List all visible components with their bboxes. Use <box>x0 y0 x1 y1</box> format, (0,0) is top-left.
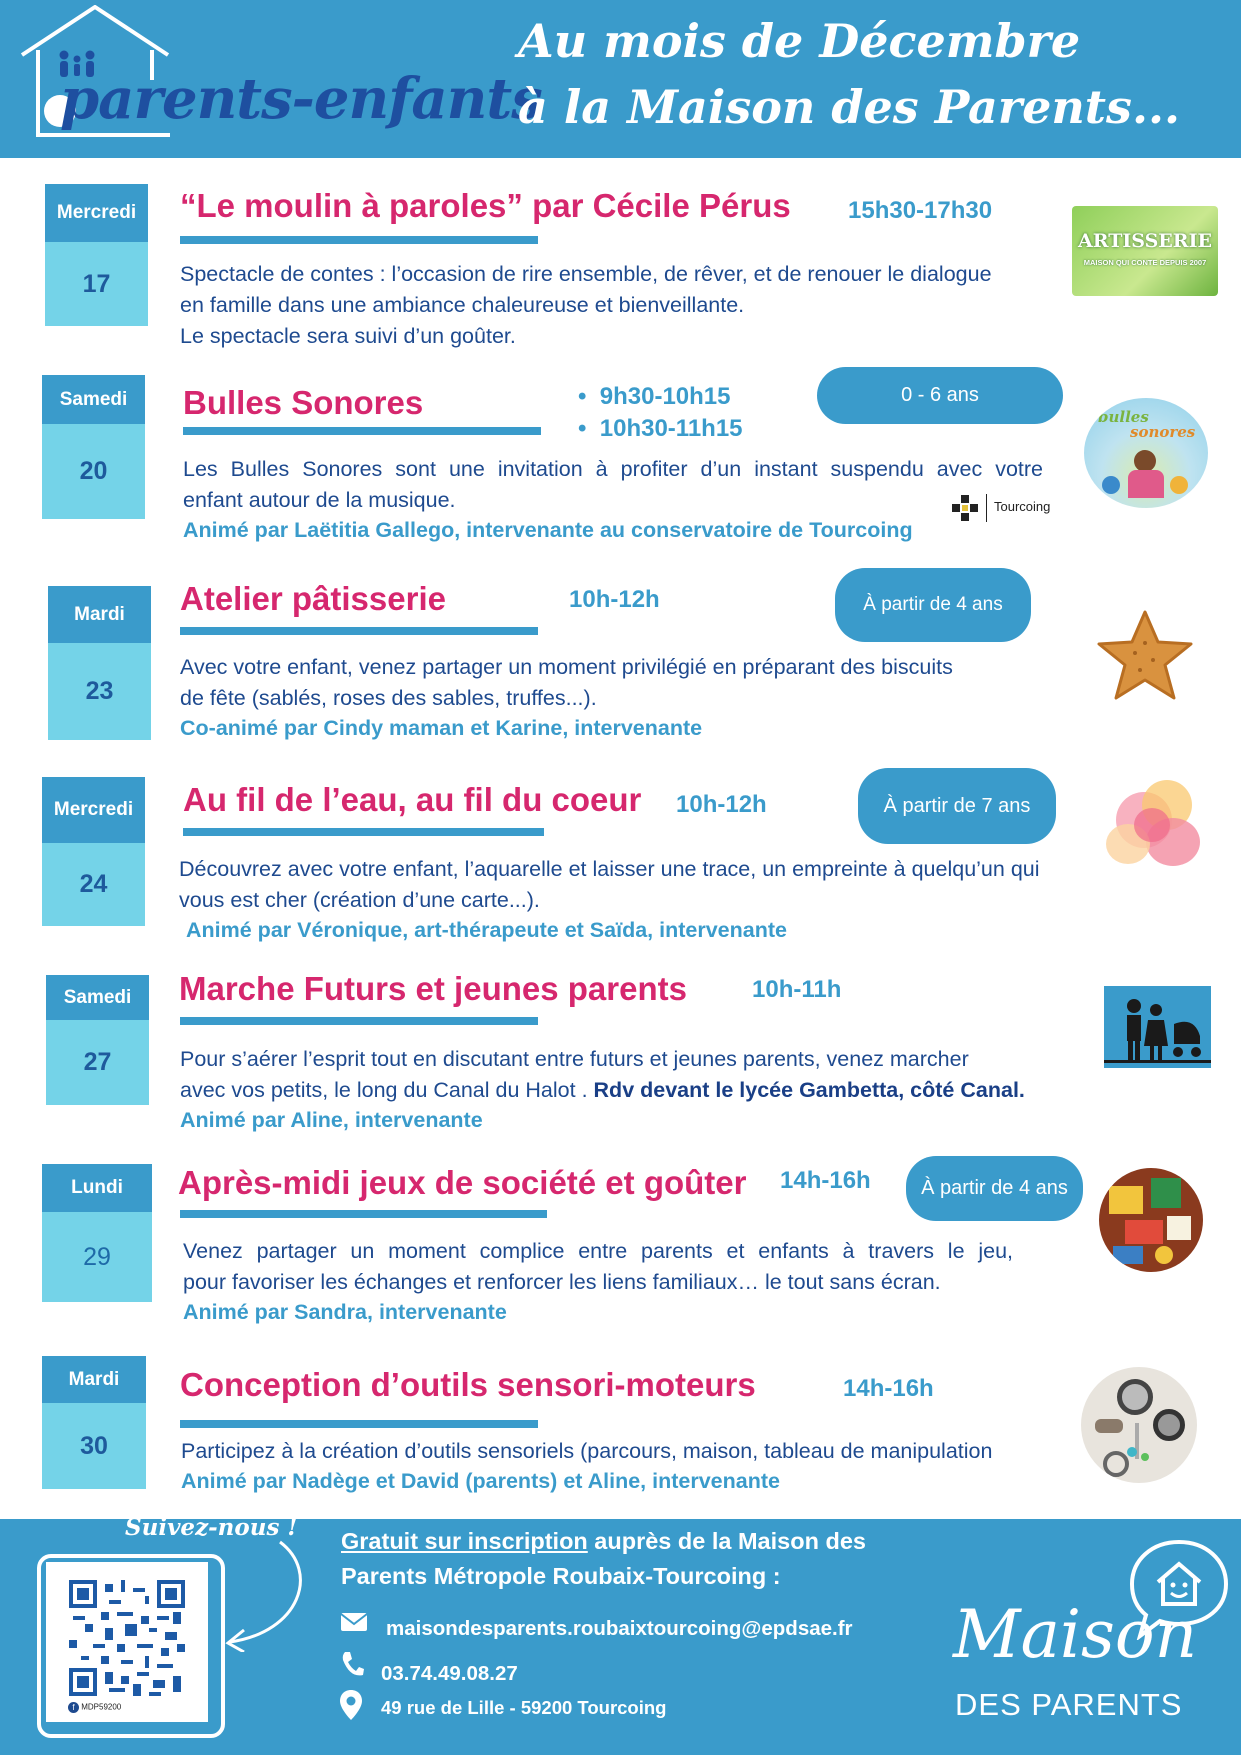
email-icon <box>340 1612 368 1632</box>
facebook-icon: f <box>68 1702 79 1713</box>
tourcoing-logo: Tourcoing <box>952 494 1058 522</box>
event-title: Marche Futurs et jeunes parents <box>179 970 687 1007</box>
phone-number[interactable]: 03.74.49.08.27 <box>381 1662 518 1685</box>
age-badge: À partir de 4 ans <box>906 1156 1083 1221</box>
event-title: Atelier pâtisserie <box>180 580 446 617</box>
event-description: Avec votre enfant, venez partager un moment privilégié en préparant des biscuits de fête (sablés, roses des sables, truffes...). <box>180 655 953 710</box>
title-underline <box>183 427 541 435</box>
bulles-sonores-illustration: bulles sonores <box>1084 398 1208 508</box>
event-description: Venez partager un moment complice entre parents et enfants à travers le jeu, pour favoriser les échanges et renforcer les liens familiaux… le tout sans écran. <box>183 1239 1013 1294</box>
age-badge: À partir de 7 ans <box>858 768 1056 844</box>
event-description: Spectacle de contes : l’occasion de rire ensemble, de rêver, et de renouer le dialogue en famille dans une ambiance chaleureuse et bienveillante. Le spectacle sera suivi d’un goûter. <box>180 262 992 348</box>
date-block-17 <box>45 184 148 326</box>
event-title: Conception d’outils sensori-moteurs <box>180 1366 756 1403</box>
event-time: 14h-16h <box>780 1167 871 1194</box>
title-underline <box>180 627 538 635</box>
logo-text: parents-enfants <box>60 66 542 132</box>
age-badge: 0 - 6 ans <box>817 367 1063 424</box>
day-number: 29 <box>42 1212 152 1302</box>
event-time-slot: • 10h30-11h15 <box>578 415 743 442</box>
qr-code-icon <box>69 1580 185 1696</box>
title-underline <box>180 236 538 244</box>
date-block-29 <box>42 1164 152 1302</box>
date-block-30 <box>42 1356 146 1489</box>
day-number: 24 <box>42 843 145 926</box>
sensory-tools-image <box>1081 1367 1197 1483</box>
day-number: 17 <box>45 242 148 326</box>
weekday-label: Samedi <box>42 375 145 424</box>
date-block-27 <box>46 975 149 1105</box>
day-number: 30 <box>42 1403 146 1489</box>
curved-arrow-icon <box>210 1522 310 1652</box>
event-description: Participez à la création d’outils sensoriels (parcours, maison, tableau de manipulation <box>181 1439 993 1463</box>
registration-link[interactable]: Gratuit sur inscription <box>341 1528 588 1554</box>
event-animator: Animé par Aline, intervenante <box>180 1108 483 1132</box>
date-block-23 <box>48 586 151 740</box>
event-animator: Co-animé par Cindy maman et Karine, intervenante <box>180 716 703 740</box>
event-animator: Animé par Sandra, intervenante <box>183 1300 507 1324</box>
event-animator: Animé par Véronique, art-thérapeute et Saïda, intervenante <box>186 918 787 942</box>
brand-name: Maison <box>953 1596 1198 1673</box>
event-animator: Animé par Laëtitia Gallego, intervenante au conservatoire de Tourcoing <box>183 518 913 542</box>
weekday-label: Mardi <box>42 1356 146 1403</box>
brand-subtitle: DES PARENTS <box>955 1687 1183 1722</box>
title-underline <box>180 1210 547 1218</box>
date-block-20 <box>42 375 145 519</box>
artisserie-logo: ARTISSERIE MAISON QUI CONTE DEPUIS 2007 <box>1072 206 1218 296</box>
weekday-label: Samedi <box>46 975 149 1020</box>
title-underline <box>180 1420 538 1428</box>
day-number: 20 <box>42 424 145 519</box>
event-title: Bulles Sonores <box>183 384 424 421</box>
registration-text: Gratuit sur inscription auprès de la Maison des <box>341 1528 866 1554</box>
title-underline <box>183 828 544 836</box>
event-time: 10h-11h <box>752 976 842 1003</box>
registration-text-line2: Parents Métropole Roubaix-Tourcoing : <box>341 1563 781 1589</box>
address: 49 rue de Lille - 59200 Tourcoing <box>381 1697 667 1718</box>
weekday-label: Mercredi <box>45 184 148 242</box>
meeting-point: Rdv devant le lycée Gambetta, côté Canal. <box>593 1078 1025 1102</box>
watercolor-splash-image <box>1100 772 1210 882</box>
event-time: 10h-12h <box>676 791 767 818</box>
event-description: Les Bulles Sonores sont une invitation à profiter d’un instant suspendu avec votre enfant autour de la musique. <box>183 457 1043 512</box>
family-walking-icon <box>1104 986 1211 1068</box>
day-number: 23 <box>48 643 151 740</box>
event-animator: Animé par Nadège et David (parents) et Aline, intervenante <box>181 1469 780 1493</box>
weekday-label: Lundi <box>42 1164 152 1212</box>
event-time: 10h-12h <box>569 586 660 613</box>
star-biscuit-image <box>1095 608 1195 703</box>
event-title: Au fil de l’eau, au fil du coeur <box>183 781 642 818</box>
email-link[interactable]: maisondesparents.roubaixtourcoing@epdsae.fr <box>386 1617 853 1640</box>
event-description: Pour s’aérer l’esprit tout en discutant entre futurs et jeunes parents, venez marcher avec vos petits, le long du Canal du Halot . Rdv devant le lycée Gambetta, côté Canal. <box>180 1047 1025 1102</box>
weekday-label: Mercredi <box>42 777 145 843</box>
board-games-image <box>1099 1168 1203 1272</box>
event-description: Découvrez avec votre enfant, l’aquarelle et laisser une trace, un empreinte à quelqu’un qui vous est cher (création d’une carte...). <box>179 857 1040 912</box>
event-time: 14h-16h <box>843 1375 934 1402</box>
date-block-24 <box>42 777 145 926</box>
header-title-line2: à la Maison des Parents... <box>518 80 1180 134</box>
tourcoing-emblem-icon <box>952 495 978 521</box>
phone-icon <box>340 1650 364 1678</box>
weekday-label: Mardi <box>48 586 151 643</box>
title-underline <box>180 1017 538 1025</box>
event-title: Après-midi jeux de société et goûter <box>178 1164 747 1201</box>
event-time: 15h30-17h30 <box>848 197 993 224</box>
age-badge: À partir de 4 ans <box>835 568 1031 642</box>
header-title-line1: Au mois de Décembre <box>518 14 1081 68</box>
location-pin-icon <box>339 1689 363 1721</box>
event-time-slot: • 9h30-10h15 <box>578 383 731 410</box>
event-title: “Le moulin à paroles” par Cécile Pérus <box>180 187 791 224</box>
follow-us-label: Suivez-nous ! <box>125 1514 298 1541</box>
qr-card[interactable]: f MDP59200 <box>46 1562 208 1722</box>
day-number: 27 <box>46 1020 149 1105</box>
